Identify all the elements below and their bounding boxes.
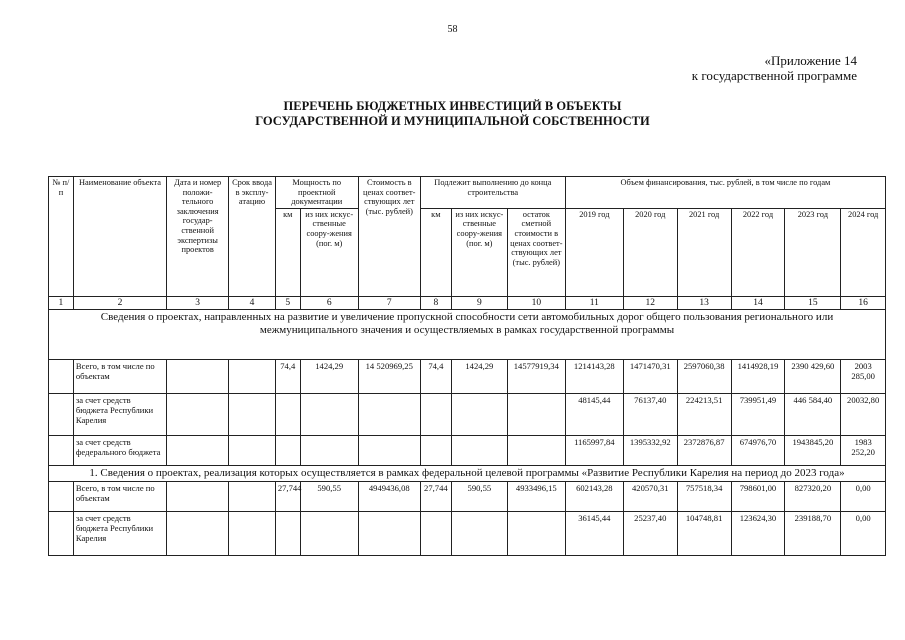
cell-tb-km [420,511,451,555]
header-row-1 [49,177,886,209]
cell-2023: 827320,20 [785,481,841,511]
cell-2023: 2390 429,60 [785,359,841,393]
column-number: 4 [229,296,276,309]
cell-2020: 420570,31 [623,481,677,511]
cell-2020: 1471470,31 [623,359,677,393]
investment-table [48,176,886,556]
cell-tb-art [451,435,507,465]
cell-2021: 757518,34 [677,481,731,511]
column-number: 10 [507,296,565,309]
cell-2022: 674976,70 [731,435,785,465]
cell-tb-km: 74,4 [420,359,451,393]
header-tb-art: из них искус-ственные соору-жения (пог. м) [451,208,507,296]
cell-2023: 446 584,40 [785,393,841,435]
cell-2022: 1414928,19 [731,359,785,393]
section-b-heading: 1. Сведения о проектах, реализация которых осуществляется в рамках федеральной целевой программы «Развитие Республики Карелия на период до 2023 года» [49,465,886,481]
header-cost: Стоимость в ценах соответ-ствующих лет (тыс. рублей) [358,177,420,297]
row-name: за счет средств бюджета Республики Карелия [73,393,166,435]
column-number: 11 [565,296,623,309]
cell-2022: 739951,49 [731,393,785,435]
cell-2022: 798601,00 [731,481,785,511]
cell-2024: 2003 285,00 [841,359,886,393]
cell-tb-rest: 4933496,15 [507,481,565,511]
cell-tb-km [420,435,451,465]
cell-2020: 76137,40 [623,393,677,435]
cell-2021: 2597060,38 [677,359,731,393]
column-number: 2 [73,296,166,309]
cell-tb-rest [507,511,565,555]
row-name: за счет средств бюджета Республики Карелия [73,511,166,555]
cell-tb-rest [507,435,565,465]
cell-tb-art [451,511,507,555]
section-heading-row [49,465,886,481]
header-capacity: Мощность по проектной документации [275,177,358,209]
cell-2021: 104748,81 [677,511,731,555]
column-number: 15 [785,296,841,309]
cell-tb-art [451,393,507,435]
cell-2023: 1943845,20 [785,435,841,465]
row-name: за счет средств федерального бюджета [73,435,166,465]
cell-cap-art [300,435,358,465]
table-row [49,393,886,435]
header-to-build: Подлежит выполнению до конца строительства [420,177,565,209]
table-row [49,511,886,555]
header-year: 2023 год [785,208,841,296]
column-number: 1 [49,296,74,309]
cell-2024: 0,00 [841,481,886,511]
section-heading-row [49,309,886,359]
cell-2023: 239188,70 [785,511,841,555]
header-year: 2019 год [565,208,623,296]
row-name: Всего, в том числе по объектам [73,359,166,393]
column-number: 3 [167,296,229,309]
column-number: 13 [677,296,731,309]
table-row [49,359,886,393]
document-title [0,99,905,129]
column-number: 8 [420,296,451,309]
header-year: 2021 год [677,208,731,296]
cell-tb-art: 1424,29 [451,359,507,393]
cell-tb-rest: 14577919,34 [507,359,565,393]
header-tb-rest: остаток сметной стоимости в ценах соответ-ствующих лет (тыс. рублей) [507,208,565,296]
cell-2020: 1395332,92 [623,435,677,465]
column-number: 6 [300,296,358,309]
cell-2019: 602143,28 [565,481,623,511]
header-num: № п/п [49,177,74,297]
column-number: 12 [623,296,677,309]
column-number: 7 [358,296,420,309]
cell-2021: 224213,51 [677,393,731,435]
cell-cap-art [300,393,358,435]
column-number: 16 [841,296,886,309]
cell-cap-art [300,511,358,555]
cell-cost: 14 520969,25 [358,359,420,393]
title-line-2: ГОСУДАРСТВЕННОЙ И МУНИЦИПАЛЬНОЙ СОБСТВЕННОСТИ [255,114,650,128]
cell-cap-art: 1424,29 [300,359,358,393]
cell-cap-km [275,511,300,555]
cell-cost [358,435,420,465]
appendix-reference [692,53,857,83]
column-number-row [49,296,886,309]
cell-2024: 20032,80 [841,393,886,435]
header-year: 2020 год [623,208,677,296]
column-number: 14 [731,296,785,309]
header-year: 2024 год [841,208,886,296]
cell-tb-km [420,393,451,435]
header-cap-km: км [275,208,300,296]
cell-cap-art: 590,55 [300,481,358,511]
cell-tb-art: 590,55 [451,481,507,511]
header-date: Дата и номер положи-тельного заключения государ-ственной экспертизы проектов [167,177,229,297]
cell-cost [358,393,420,435]
appendix-line-1: «Приложение 14 [764,53,857,68]
table-row [49,481,886,511]
header-name: Наименование объекта [73,177,166,297]
cell-cost: 4949436,08 [358,481,420,511]
header-term: Срок ввода в эксплу-атацию [229,177,276,297]
cell-2020: 25237,40 [623,511,677,555]
cell-2022: 123624,30 [731,511,785,555]
cell-2019: 1165997,84 [565,435,623,465]
title-line-1: ПЕРЕЧЕНЬ БЮДЖЕТНЫХ ИНВЕСТИЦИЙ В ОБЪЕКТЫ [283,99,622,113]
row-name: Всего, в том числе по объектам [73,481,166,511]
cell-cap-km: 74,4 [275,359,300,393]
cell-cost [358,511,420,555]
table-row [49,435,886,465]
appendix-line-2: к государственной программе [691,68,857,83]
cell-cap-km: 27,744 [275,481,300,511]
cell-cap-km [275,393,300,435]
cell-2019: 48145,44 [565,393,623,435]
cell-2019: 1214143,28 [565,359,623,393]
cell-2021: 2372876,87 [677,435,731,465]
cell-tb-km: 27,744 [420,481,451,511]
page-number: 58 [447,24,458,35]
cell-2024: 1983 252,20 [841,435,886,465]
cell-2019: 36145,44 [565,511,623,555]
cell-tb-rest [507,393,565,435]
cell-2024: 0,00 [841,511,886,555]
header-tb-km: км [420,208,451,296]
header-funding: Объем финансирования, тыс. рублей, в том числе по годам [565,177,885,209]
header-year: 2022 год [731,208,785,296]
header-cap-art: из них искус-ственные соору-жения (пог. м) [300,208,358,296]
column-number: 5 [275,296,300,309]
section-a-heading: Сведения о проектах, направленных на развитие и увеличение пропускной способности сети автомобильных дорог общего пользования регионального или межмуниципального значения и осуществляемых в рамках государственной программы [49,309,886,359]
cell-cap-km [275,435,300,465]
column-number: 9 [451,296,507,309]
